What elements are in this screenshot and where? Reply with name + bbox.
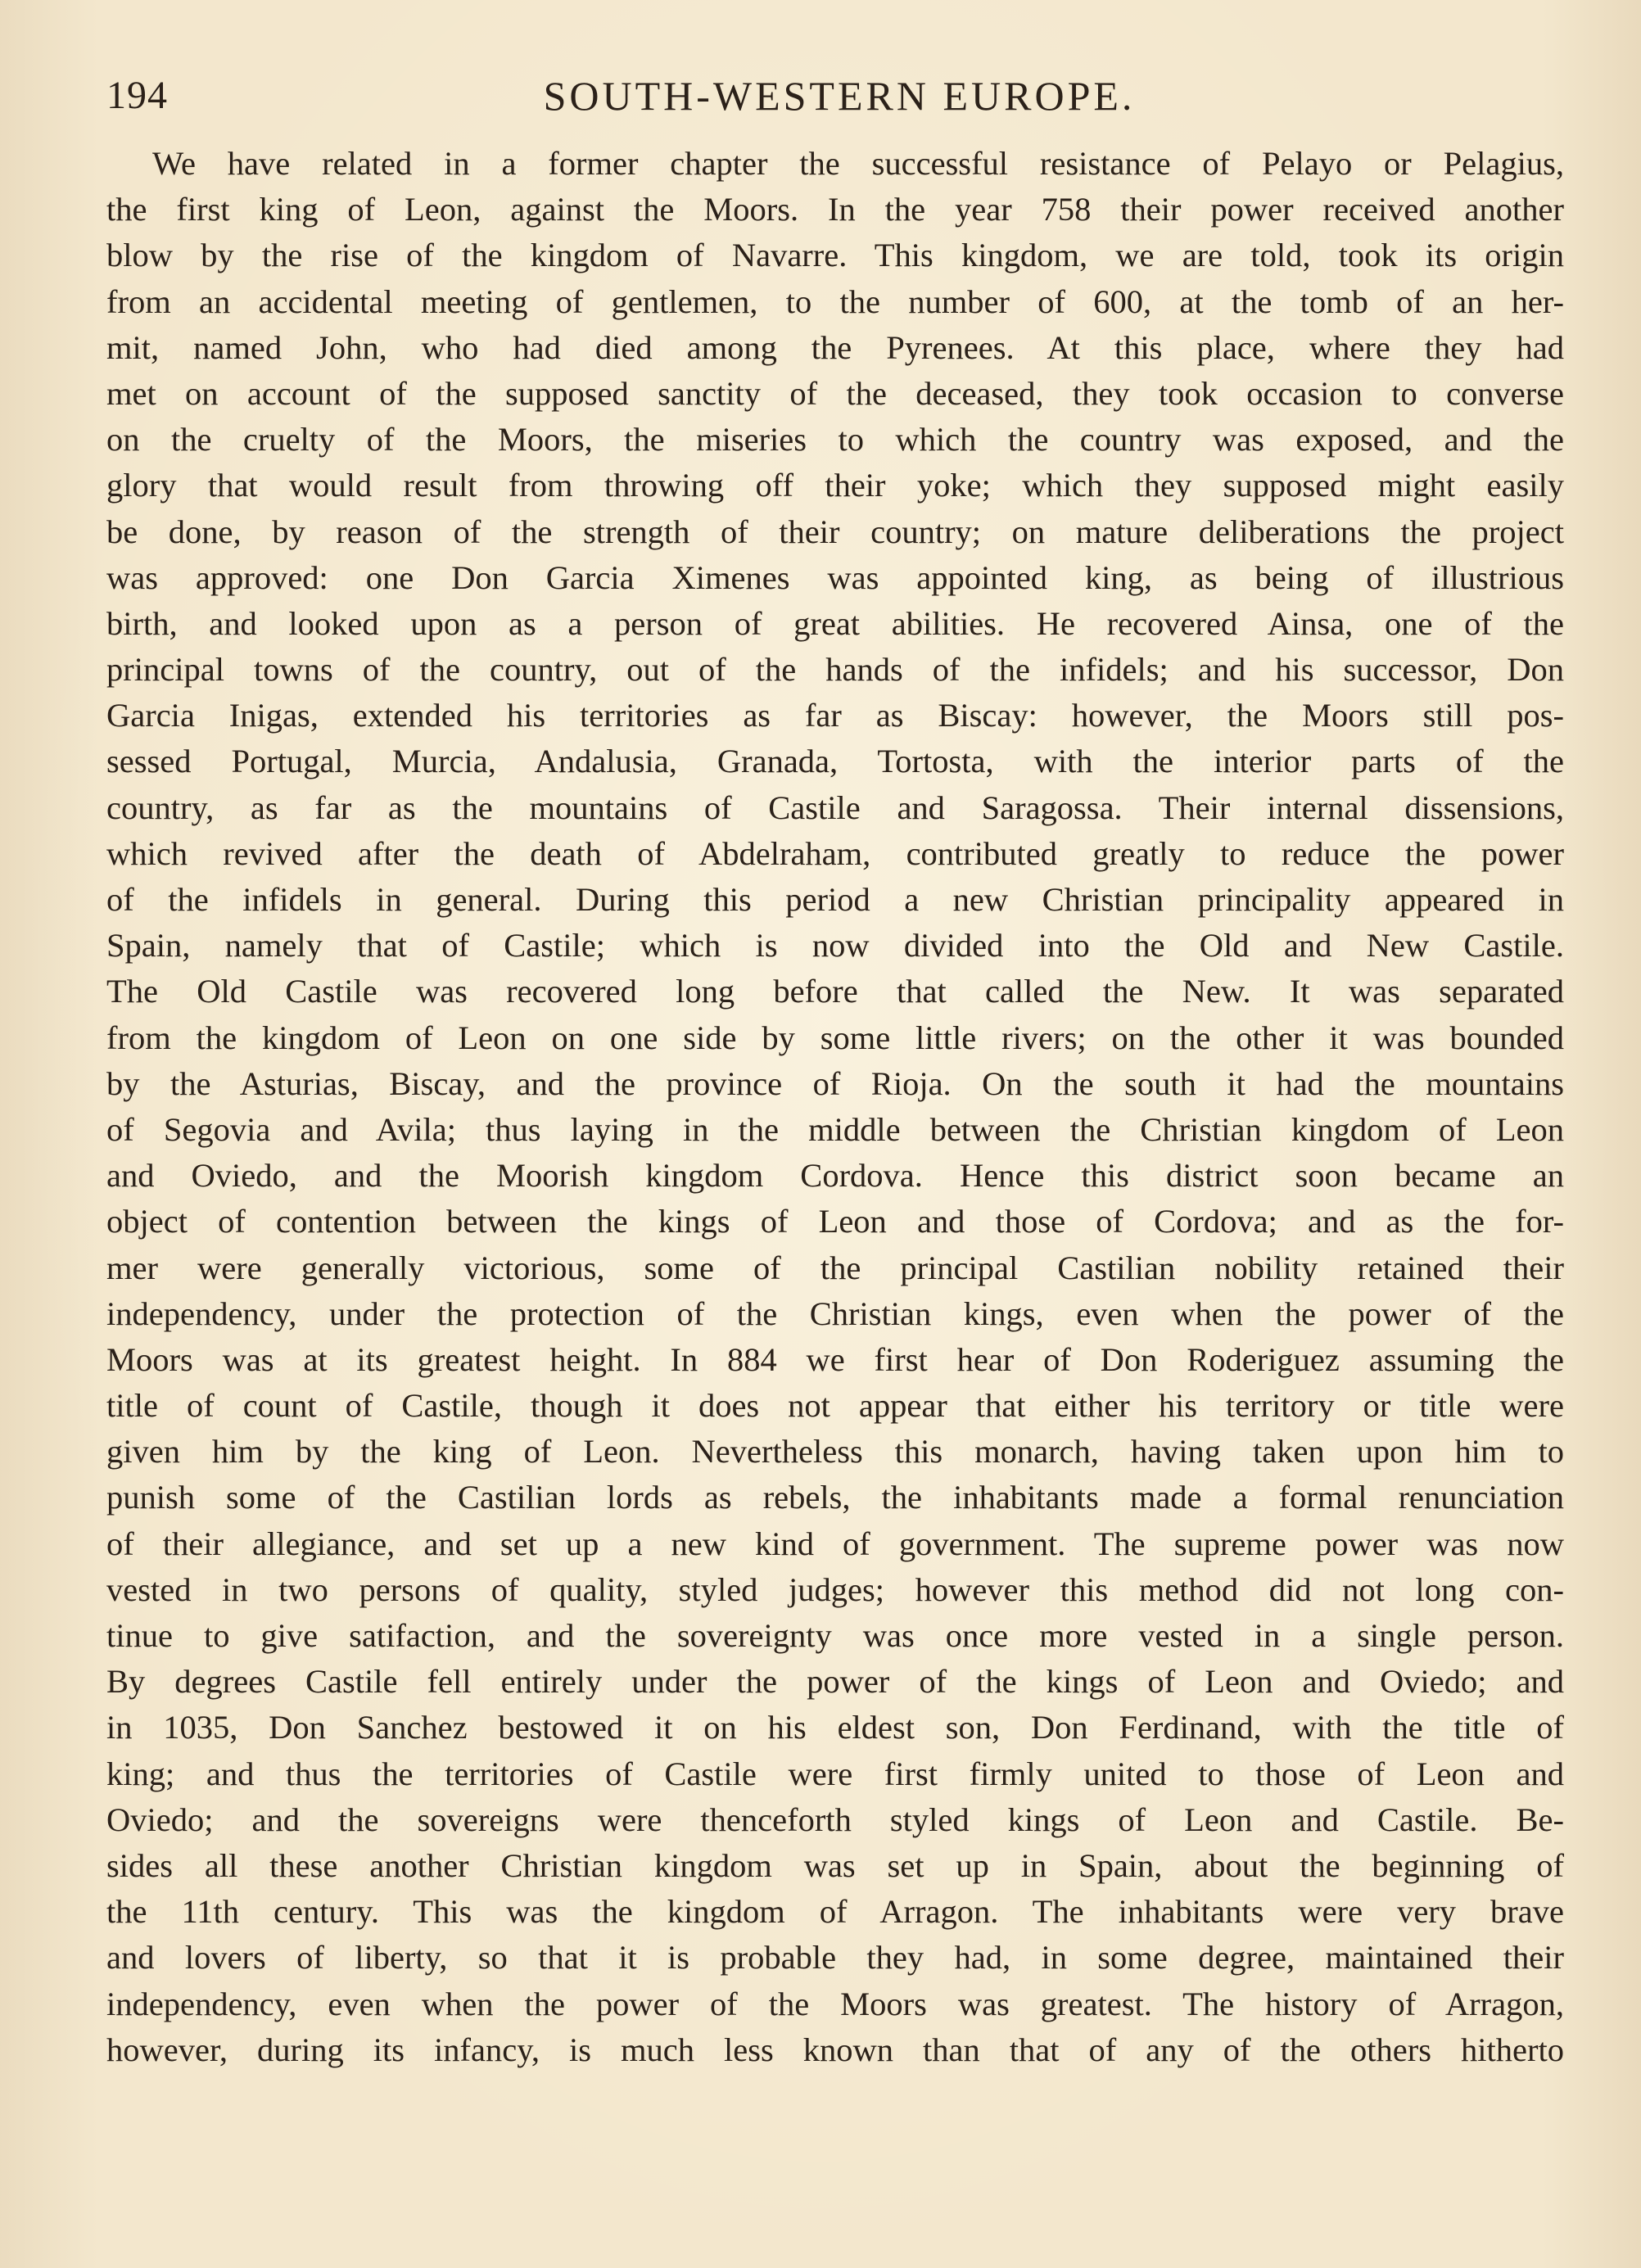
text-line: given him by the king of Leon. Nevertheless this monarch, having taken upon him to <box>106 1433 1564 1471</box>
text-line: By degrees Castile fell entirely under the power of the kings of Leon and Oviedo; and <box>106 1663 1564 1701</box>
running-head: SOUTH-WESTERN EUROPE. <box>543 73 1136 119</box>
text-line: independency, under the protection of the Christian kings, even when the power of the <box>106 1294 1564 1332</box>
page-header <box>106 67 1572 124</box>
page-number: 194 <box>106 74 168 117</box>
text-line: the 11th century. This was the kingdom of Arragon. The inhabitants were very brave <box>106 1893 1564 1931</box>
text-line: sides all these another Christian kingdom was set up in Spain, about the beginning of <box>106 1846 1564 1884</box>
text-line: glory that would result from throwing off their yoke; which they supposed might easily <box>106 467 1564 504</box>
text-line: be done, by reason of the strength of their country; on mature deliberations the project <box>106 513 1564 550</box>
text-line: king; and thus the territories of Castile were first firmly united to those of Leon and <box>106 1755 1564 1792</box>
text-line: mer were generally victorious, some of the principal Castilian nobility retained their <box>106 1249 1564 1286</box>
text-line: was approved: one Don Garcia Ximenes was appointed king, as being of illustrious <box>106 558 1564 596</box>
text-line: of Segovia and Avila; thus laying in the middle between the Christian kingdom of Leon <box>106 1110 1564 1148</box>
text-line: The Old Castile was recovered long before that called the New. It was separated <box>106 973 1564 1010</box>
text-line: title of count of Castile, though it does not appear that either his territory or title were <box>106 1387 1564 1425</box>
text-line: country, as far as the mountains of Castile and Saragossa. Their internal dissensions, <box>106 788 1564 826</box>
text-line: Spain, namely that of Castile; which is now divided into the Old and New Castile. <box>106 927 1564 965</box>
text-line: however, during its infancy, is much less known than that of any of the others hitherto <box>106 2031 1564 2068</box>
text-line: vested in two persons of quality, styled judges; however this method did not long con- <box>106 1570 1564 1608</box>
text-line: of the infidels in general. During this period a new Christian principality appeared in <box>106 881 1564 918</box>
text-line: Moors was at its greatest height. In 884 we first hear of Don Roderiguez assuming the <box>106 1340 1564 1378</box>
text-line: and lovers of liberty, so that it is probable they had, in some degree, maintained their <box>106 1939 1564 1977</box>
text-line: sessed Portugal, Murcia, Andalusia, Granada, Tortosta, with the interior parts of the <box>106 743 1564 780</box>
text-line: of their allegiance, and set up a new kind of government. The supreme power was now <box>106 1525 1564 1562</box>
text-line: Oviedo; and the sovereigns were thenceforth styled kings of Leon and Castile. Be- <box>106 1800 1564 1838</box>
text-line: which revived after the death of Abdelraham, contributed greatly to reduce the power <box>106 834 1564 872</box>
text-line: blow by the rise of the kingdom of Navarre. This kingdom, we are told, took its origin <box>106 237 1564 274</box>
text-line: in 1035, Don Sanchez bestowed it on his eldest son, Don Ferdinand, with the title of <box>106 1709 1564 1746</box>
text-line: tinue to give satifaction, and the sovereignty was once more vested in a single person. <box>106 1617 1564 1654</box>
text-line: principal towns of the country, out of the hands of the infidels; and his successor, Don <box>106 651 1564 689</box>
text-line: We have related in a former chapter the successful resistance of Pelayo or Pelagius, <box>152 145 1564 182</box>
text-line: from an accidental meeting of gentlemen, to the number of 600, at the tomb of an her- <box>106 282 1564 320</box>
text-line: punish some of the Castilian lords as rebels, the inhabitants made a formal renunciation <box>106 1479 1564 1516</box>
text-line: the first king of Leon, against the Moors. In the year 758 their power received another <box>106 191 1564 228</box>
text-line: met on account of the supposed sanctity of the deceased, they took occasion to converse <box>106 374 1564 412</box>
text-line: from the kingdom of Leon on one side by some little rivers; on the other it was bounded <box>106 1019 1564 1056</box>
text-line: and Oviedo, and the Moorish kingdom Cordova. Hence this district soon became an <box>106 1157 1564 1195</box>
text-line: birth, and looked upon as a person of great abilities. He recovered Ainsa, one of the <box>106 604 1564 642</box>
text-line: mit, named John, who had died among the Pyrenees. At this place, where they had <box>106 328 1564 366</box>
text-line: on the cruelty of the Moors, the miseries to which the country was exposed, and the <box>106 421 1564 459</box>
body-text <box>106 141 1564 2073</box>
text-line: independency, even when the power of the Moors was greatest. The history of Arragon, <box>106 1985 1564 2022</box>
text-line: Garcia Inigas, extended his territories as far as Biscay: however, the Moors still pos- <box>106 697 1564 734</box>
text-line: object of contention between the kings of Leon and those of Cordova; and as the for- <box>106 1203 1564 1240</box>
text-line: by the Asturias, Biscay, and the province of Rioja. On the south it had the mountains <box>106 1064 1564 1102</box>
